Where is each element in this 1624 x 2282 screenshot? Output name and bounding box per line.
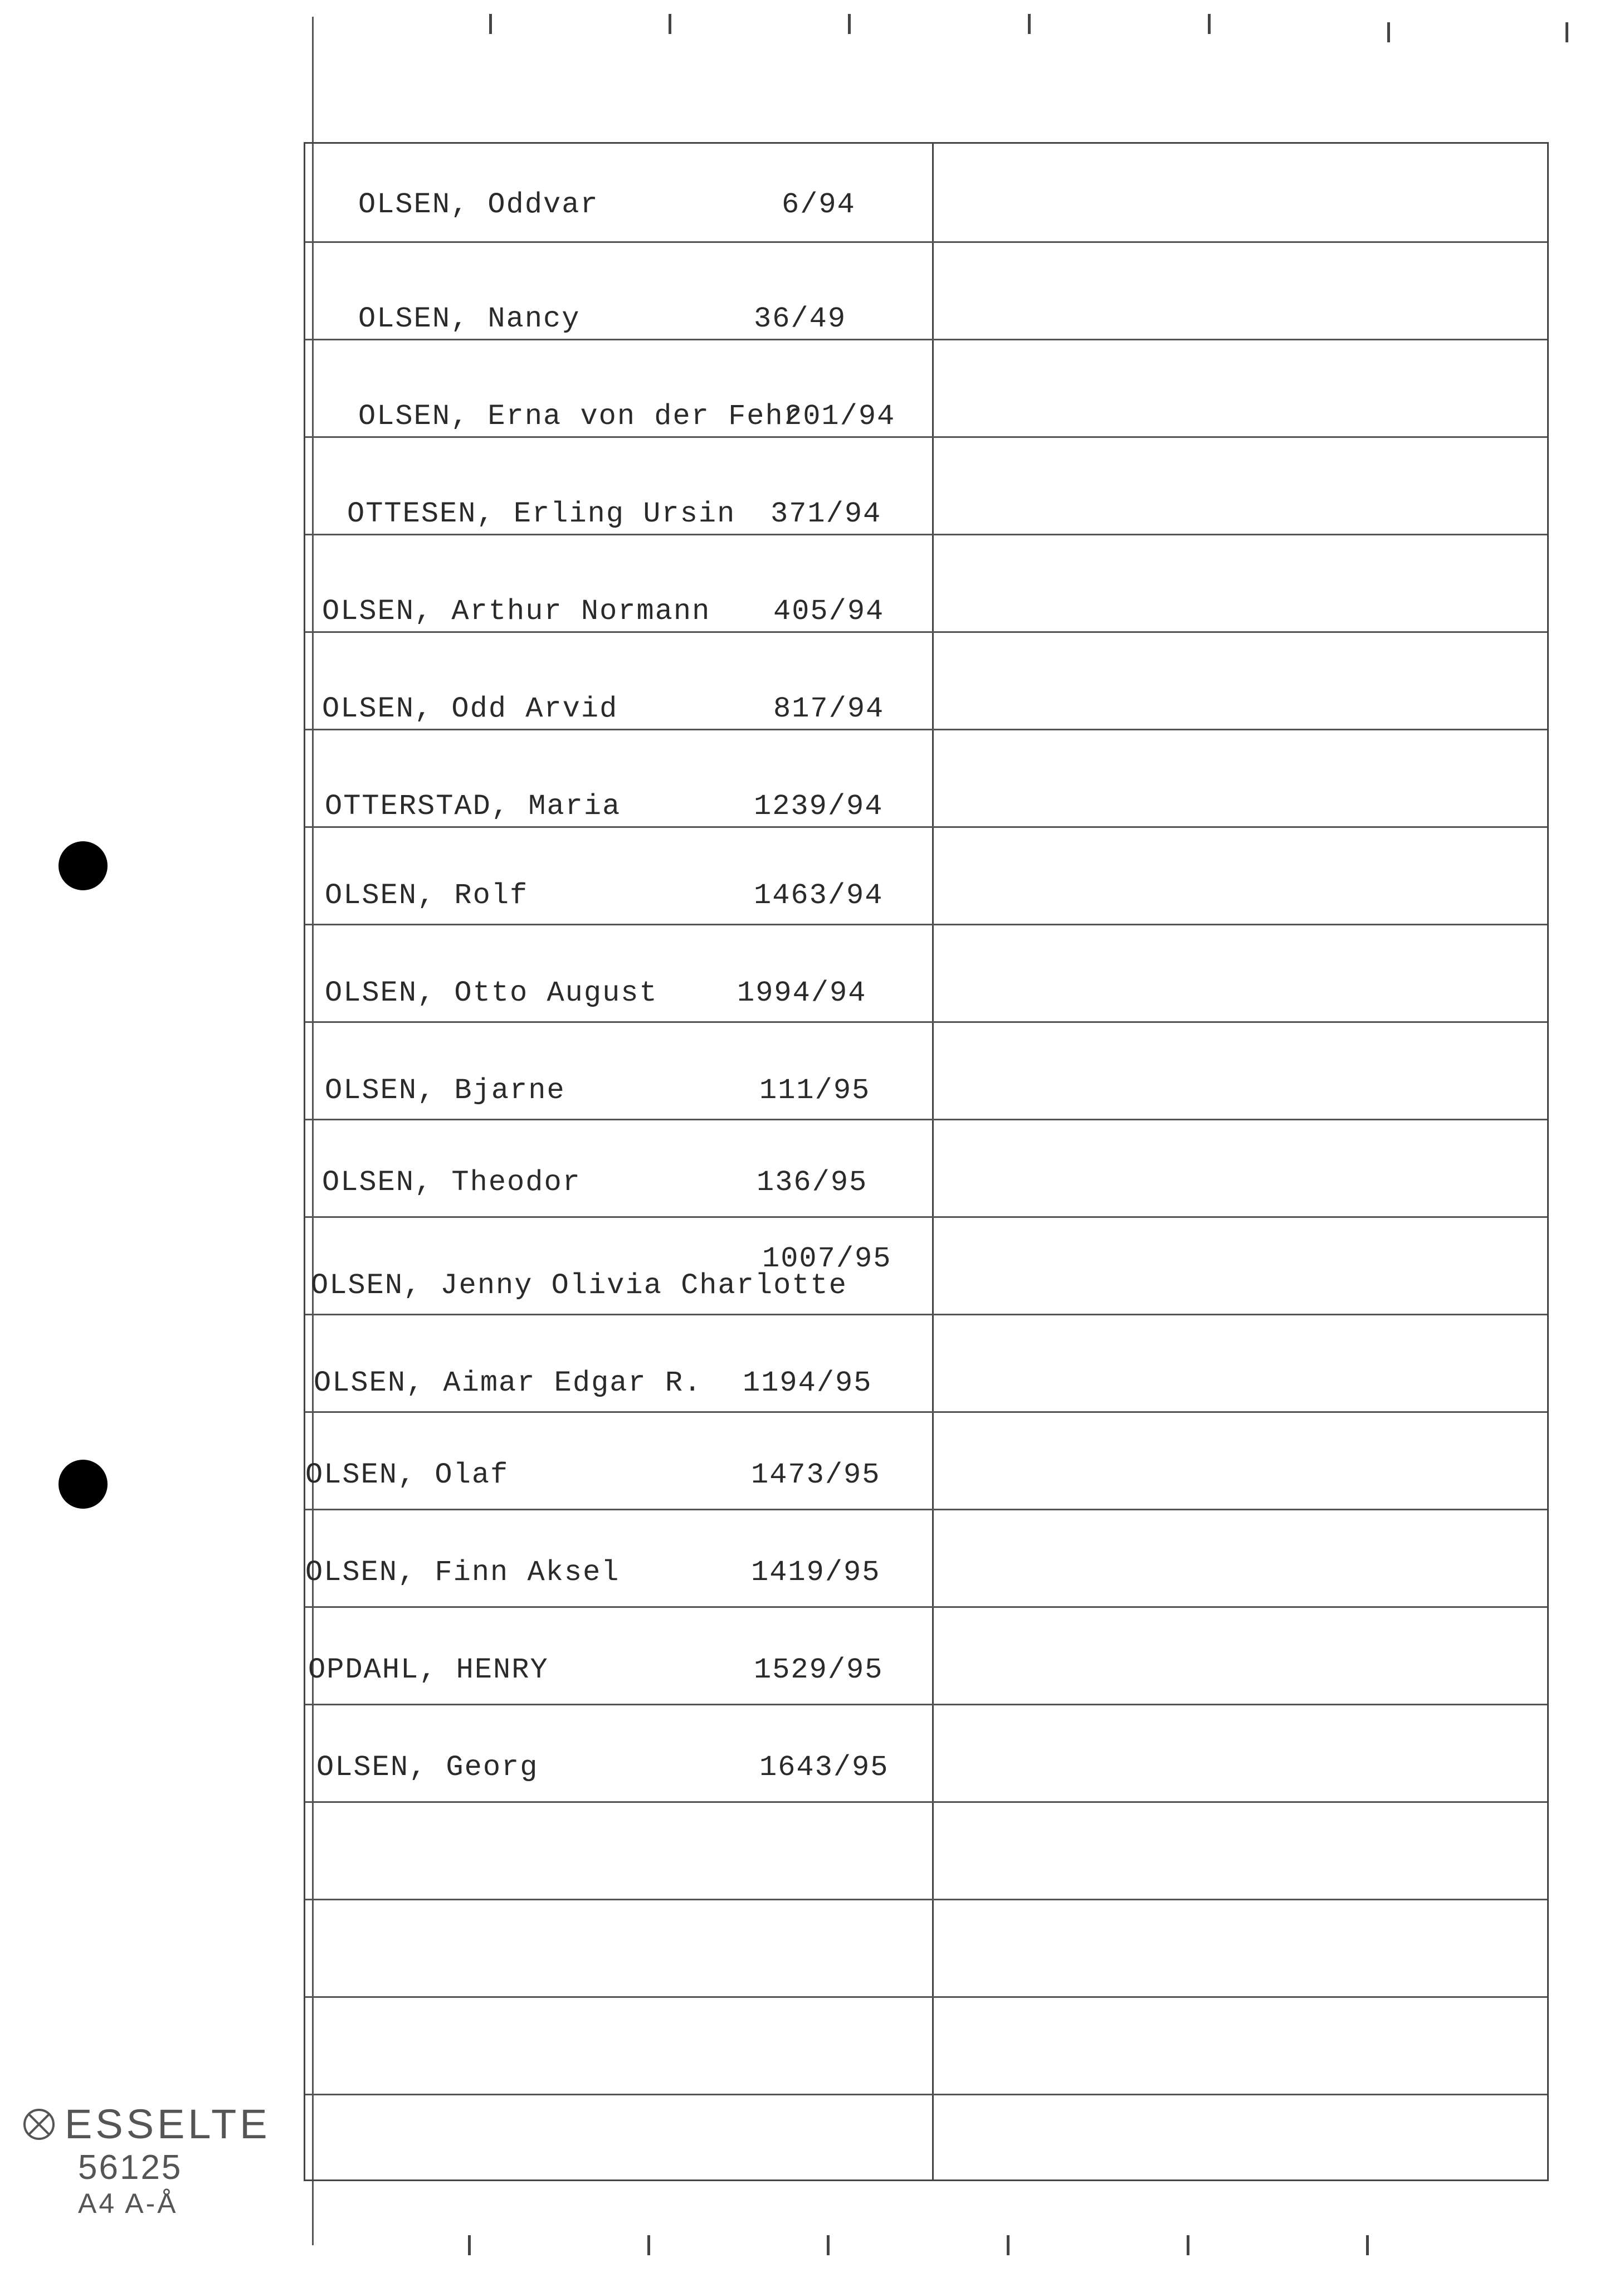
entry-number: 6/94: [782, 188, 856, 221]
logo-brand: [22, 2100, 271, 2148]
row-line: [305, 924, 1547, 925]
logo-code: 56125: [78, 2148, 183, 2187]
top-tick: [489, 14, 492, 34]
entry-number: 1239/94: [754, 790, 884, 823]
esselte-mark-icon: [22, 2108, 56, 2141]
ledger-entry: [325, 977, 867, 1010]
ledger-entry: [322, 595, 885, 628]
bottom-tick: [827, 2235, 830, 2255]
ledger-entry: [358, 303, 847, 335]
ledger-entry: [316, 1751, 889, 1784]
entry-name: OLSEN, Olaf: [305, 1459, 509, 1491]
column-divider: [932, 144, 934, 2179]
entry-name: OLSEN, Erna von der Fehr: [358, 400, 802, 433]
entry-name: OLSEN, Theodor: [322, 1166, 581, 1199]
row-line: [305, 729, 1547, 730]
entry-name: OLSEN, Odd Arvid: [322, 693, 618, 725]
bottom-tick: [1366, 2235, 1369, 2255]
logo-brand-text: ESSELTE: [65, 2101, 271, 2147]
esselte-logo: [22, 2100, 271, 2220]
entry-number: 136/95: [757, 1166, 868, 1199]
entry-name: OLSEN, Rolf: [325, 879, 529, 912]
entry-number: 1463/94: [754, 879, 884, 912]
entry-name: OLSEN, Arthur Normann: [322, 595, 711, 628]
row-line: [305, 534, 1547, 535]
top-tick: [1208, 14, 1211, 34]
ledger-entry: [305, 1459, 881, 1491]
bottom-tick: [1187, 2235, 1189, 2255]
row-line: [305, 1704, 1547, 1705]
entry-name: OTTERSTAD, Maria: [325, 790, 621, 823]
entry-name: OLSEN, Bjarne: [325, 1074, 565, 1107]
row-line: [305, 1996, 1547, 1998]
entry-name: OLSEN, Finn Aksel: [305, 1556, 620, 1589]
row-line: [305, 1021, 1547, 1023]
bottom-tick: [468, 2235, 471, 2255]
top-tick: [1028, 14, 1031, 34]
row-line: [305, 1899, 1547, 1900]
entry-number: 1419/95: [751, 1556, 881, 1589]
row-line: [305, 1119, 1547, 1120]
entry-name: OLSEN, Nancy: [358, 303, 581, 335]
entry-name: OLSEN, Oddvar: [358, 188, 599, 221]
ledger-entry: [325, 879, 884, 912]
punch-hole: [58, 1460, 108, 1509]
row-line: [305, 1411, 1547, 1413]
entry-number: 817/94: [773, 693, 885, 725]
entry-number: 405/94: [773, 595, 885, 628]
row-line: [305, 1509, 1547, 1510]
bottom-tick: [647, 2235, 650, 2255]
ledger-entry: [311, 1242, 892, 1302]
top-tick: [1566, 22, 1568, 42]
row-line: [305, 1314, 1547, 1315]
row-line: [305, 1606, 1547, 1608]
ledger-entry: [358, 400, 896, 433]
entry-name: OTTESEN, Erling Ursin: [347, 498, 736, 530]
entry-number: 1994/94: [737, 977, 867, 1010]
ledger-entry: [305, 1556, 881, 1589]
top-tick: [669, 14, 671, 34]
ledger-table: [304, 142, 1549, 2181]
top-tick: [1387, 22, 1390, 42]
entry-number: 36/49: [754, 303, 847, 335]
row-line: [305, 241, 1547, 243]
row-line: [305, 1216, 1547, 1218]
entry-number: 371/94: [770, 498, 882, 530]
entry-number: 1529/95: [754, 1654, 884, 1686]
ledger-entry: [322, 693, 885, 725]
row-line: [305, 436, 1547, 438]
entry-number: 1194/95: [743, 1367, 872, 1400]
entry-number: 111/95: [759, 1074, 871, 1107]
bottom-tick: [1007, 2235, 1009, 2255]
ledger-entry: [322, 1166, 868, 1199]
top-tick: [848, 14, 851, 34]
row-line: [305, 1801, 1547, 1803]
entry-number: 1007/95: [762, 1242, 892, 1275]
entry-name: OLSEN, Georg: [316, 1751, 539, 1784]
entry-number: 1473/95: [751, 1459, 881, 1491]
punch-hole: [58, 841, 108, 890]
logo-size: A4 A-Å: [78, 2188, 178, 2219]
ledger-entry: [314, 1367, 872, 1400]
ledger-entry: [325, 1074, 871, 1107]
entry-name: OPDAHL, HENRY: [308, 1654, 549, 1686]
row-line: [305, 826, 1547, 828]
ledger-entry: [308, 1654, 884, 1686]
ledger-entry: [347, 498, 882, 530]
entry-number: 1643/95: [759, 1751, 889, 1784]
ledger-entry: [358, 188, 856, 221]
entry-name: OLSEN, Jenny Olivia Charlotte: [311, 1269, 847, 1302]
row-line: [305, 2094, 1547, 2095]
ledger-entry: [325, 790, 884, 823]
row-line: [305, 339, 1547, 340]
entry-number: 201/94: [784, 400, 896, 433]
entry-name: OLSEN, Aimar Edgar R.: [314, 1367, 703, 1400]
row-line: [305, 631, 1547, 633]
entry-name: OLSEN, Otto August: [325, 977, 658, 1010]
